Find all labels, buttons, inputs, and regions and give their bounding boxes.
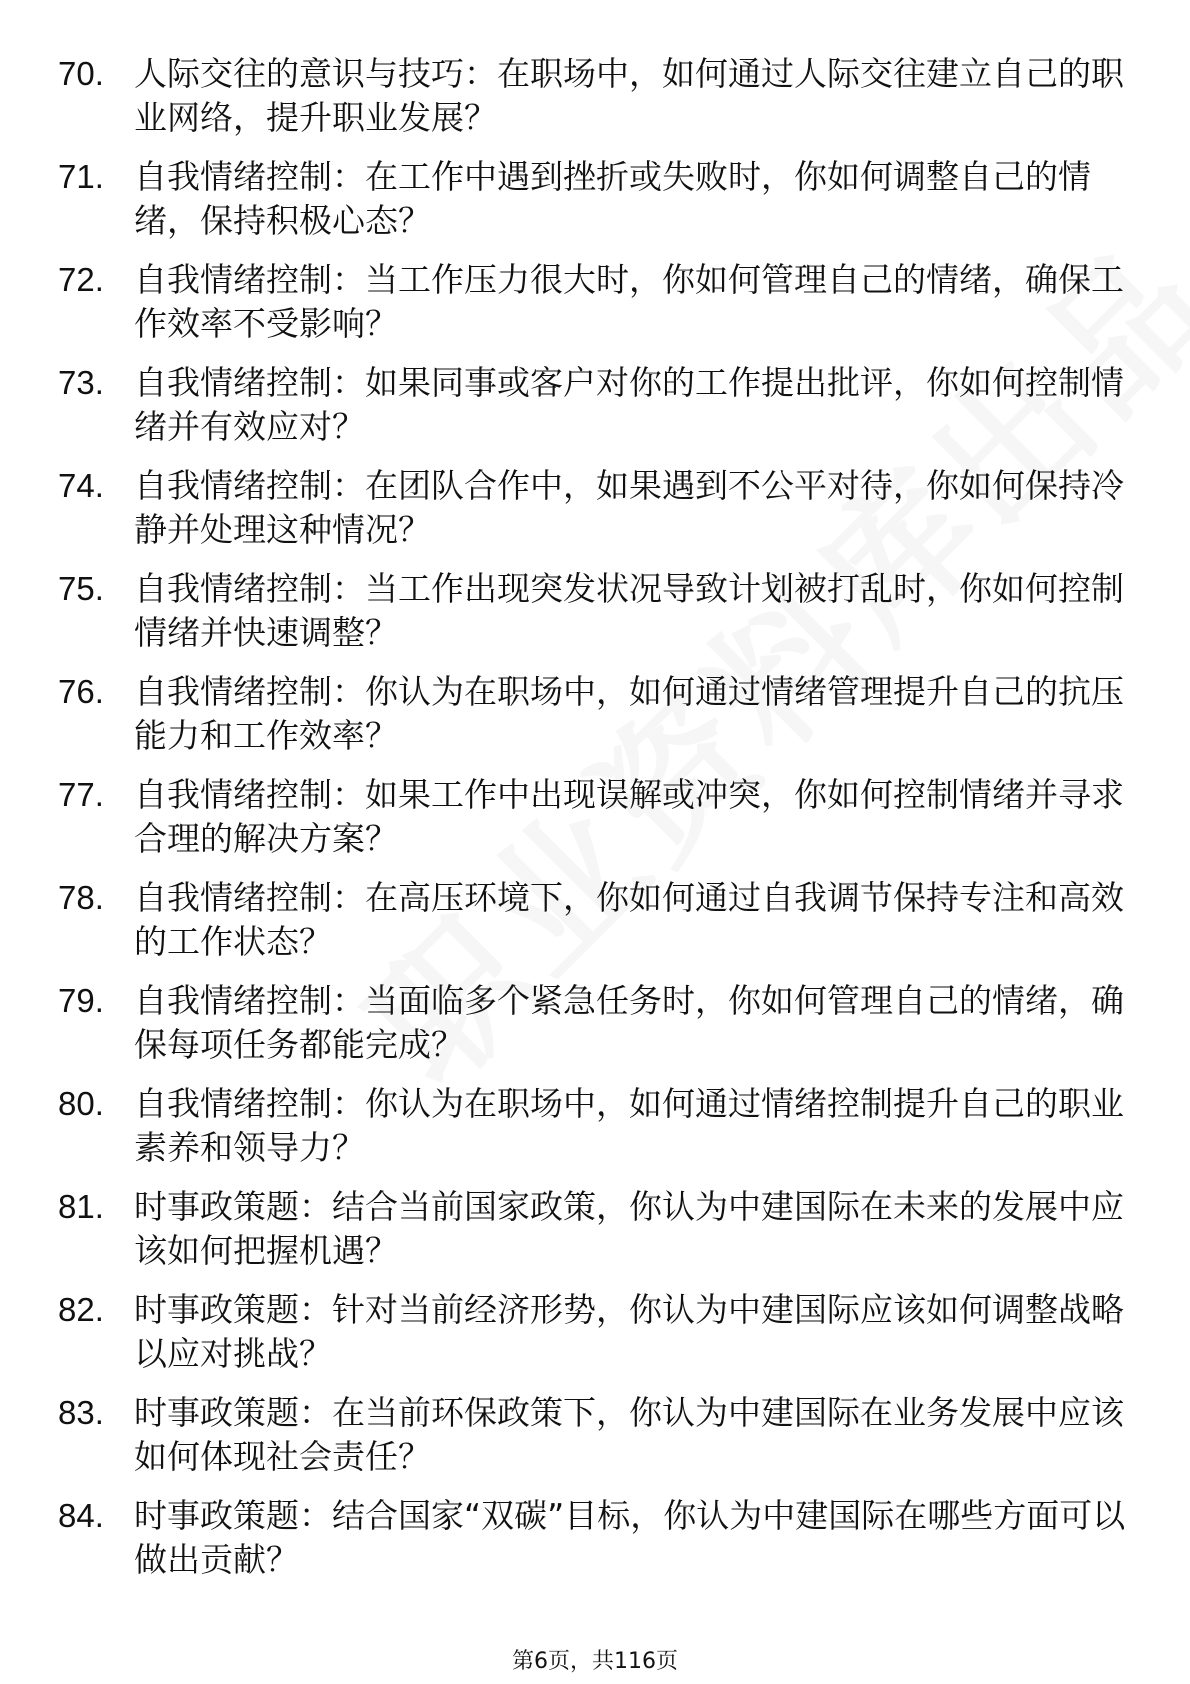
question-text: 自我情绪控制：如果工作中出现误解或冲突，你如何控制情绪并寻求合理的解决方案？: [134, 775, 1124, 858]
question-text: 自我情绪控制：如果同事或客户对你的工作提出批评，你如何控制情绪并有效应对？: [134, 363, 1124, 446]
question-item: [58, 258, 1128, 361]
question-item: [58, 52, 1128, 155]
question-number: 76.: [58, 673, 104, 710]
question-text: 自我情绪控制：在团队合作中，如果遇到不公平对待，你如何保持冷静并处理这种情况？: [134, 466, 1124, 549]
question-item: [58, 155, 1128, 258]
question-item: [58, 773, 1128, 876]
question-text: 人际交往的意识与技巧：在职场中，如何通过人际交往建立自己的职业网络，提升职业发展？: [134, 54, 1124, 137]
question-text: 自我情绪控制：你认为在职场中，如何通过情绪控制提升自己的职业素养和领导力？: [134, 1084, 1124, 1167]
question-item: [58, 1494, 1128, 1597]
page-footer: 第6页，共116页: [512, 1649, 678, 1674]
question-number: 84.: [58, 1497, 104, 1534]
question-item: [58, 361, 1128, 464]
question-number: 77.: [58, 776, 104, 813]
question-item: [58, 1288, 1128, 1391]
question-text: 自我情绪控制：你认为在职场中，如何通过情绪管理提升自己的抗压能力和工作效率？: [134, 672, 1124, 755]
question-text: 自我情绪控制：当面临多个紧急任务时，你如何管理自己的情绪，确保每项任务都能完成？: [134, 981, 1124, 1064]
question-text: 自我情绪控制：在高压环境下，你如何通过自我调节保持专注和高效的工作状态？: [134, 878, 1124, 961]
question-number: 81.: [58, 1188, 104, 1225]
question-text: 时事政策题：结合国家“双碳”目标，你认为中建国际在哪些方面可以做出贡献？: [134, 1496, 1126, 1579]
question-text: 自我情绪控制：在工作中遇到挫折或失败时，你如何调整自己的情绪，保持积极心态？: [134, 157, 1091, 240]
question-item: [58, 979, 1128, 1082]
question-number: 82.: [58, 1291, 104, 1328]
question-number: 70.: [58, 55, 104, 92]
question-item: [58, 1082, 1128, 1185]
question-number: 79.: [58, 982, 104, 1019]
question-number: 74.: [58, 467, 104, 504]
question-number: 73.: [58, 364, 104, 401]
question-list: [58, 52, 1128, 1597]
question-item: [58, 670, 1128, 773]
question-number: 75.: [58, 570, 104, 607]
question-text: 时事政策题：结合当前国家政策，你认为中建国际在未来的发展中应该如何把握机遇？: [134, 1187, 1124, 1270]
question-item: [58, 876, 1128, 979]
question-text: 时事政策题：针对当前经济形势，你认为中建国际应该如何调整战略以应对挑战？: [134, 1290, 1124, 1373]
question-number: 71.: [58, 158, 104, 195]
question-number: 78.: [58, 879, 104, 916]
question-item: [58, 1185, 1128, 1288]
question-text: 时事政策题：在当前环保政策下，你认为中建国际在业务发展中应该如何体现社会责任？: [134, 1393, 1124, 1476]
question-item: [58, 464, 1128, 567]
question-number: 83.: [58, 1394, 104, 1431]
question-number: 72.: [58, 261, 104, 298]
question-item: [58, 1391, 1128, 1494]
question-number: 80.: [58, 1085, 104, 1122]
question-text: 自我情绪控制：当工作压力很大时，你如何管理自己的情绪，确保工作效率不受影响？: [134, 260, 1124, 343]
question-text: 自我情绪控制：当工作出现突发状况导致计划被打乱时，你如何控制情绪并快速调整？: [134, 569, 1124, 652]
question-item: [58, 567, 1128, 670]
